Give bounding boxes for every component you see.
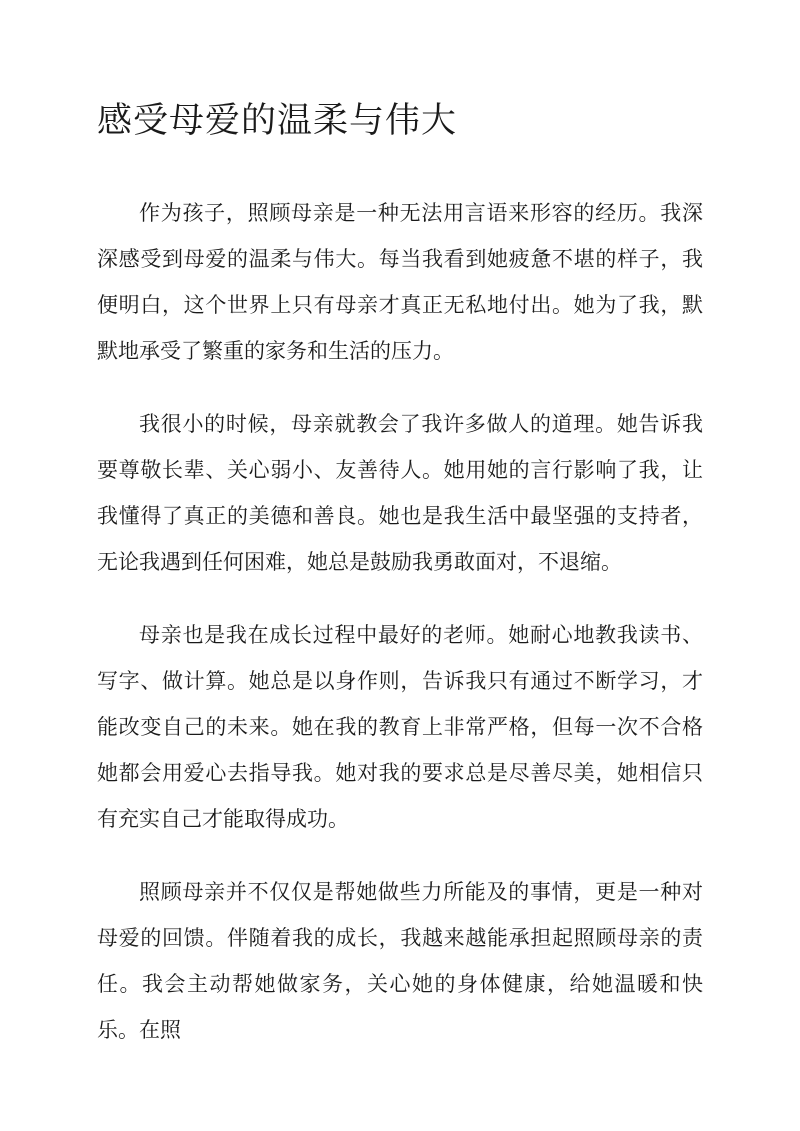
- paragraph-1: 作为孩子，照顾母亲是一种无法用言语来形容的经历。我深深感受到母爱的温柔与伟大。每当我看到她疲惫不堪的样子，我便明白，这个世界上只有母亲才真正无私地付出。她为了我，默默地承受了繁重的家务和生活的压力。: [97, 201, 703, 363]
- paragraph-3: 母亲也是我在成长过程中最好的老师。她耐心地教我读书、写字、做计算。她总是以身作则，告诉我只有通过不断学习，才能改变自己的未来。她在我的教育上非常严格，但每一次不合格她都会用爱心去指导我。她对我的要求总是尽善尽美，她相信只有充实自己才能取得成功。: [97, 623, 703, 831]
- document-title: 感受母爱的温柔与伟大: [97, 101, 458, 141]
- paragraph-2: 我很小的时候，母亲就教会了我许多做人的道理。她告诉我要尊敬长辈、关心弱小、友善待人。她用她的言行影响了我，让我懂得了真正的美德和善良。她也是我生活中最坚强的支持者，无论我遇到任何困难，她总是鼓励我勇敢面对，不退缩。: [97, 412, 703, 574]
- document-body: [97, 190, 703, 1080]
- paragraph-4: 照顾母亲并不仅仅是帮她做些力所能及的事情，更是一种对母爱的回馈。伴随着我的成长，我越来越能承担起照顾母亲的责任。我会主动帮她做家务，关心她的身体健康，给她温暖和快乐。在照: [97, 880, 703, 1042]
